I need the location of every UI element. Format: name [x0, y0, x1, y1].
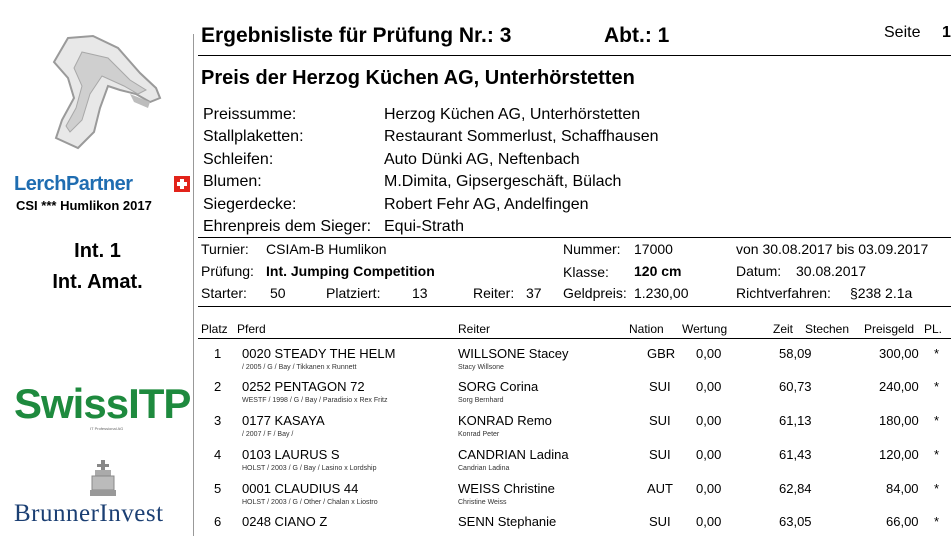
page-number: 1	[942, 24, 951, 41]
nummer-label: Nummer:	[563, 241, 621, 257]
col-stechen: Stechen	[805, 322, 850, 336]
datum-value: 30.08.2017	[796, 263, 867, 279]
starter-value: 50	[270, 285, 286, 301]
cell-pl: *	[934, 413, 940, 428]
sponsor-value: Robert Fehr AG, Andelfingen	[384, 196, 589, 213]
sponsor-value: Herzog Küchen AG, Unterhörstetten	[384, 106, 641, 123]
cell-horse-info: WESTF / 1998 / G / Bay / Paradisio x Rex Fritz	[242, 397, 388, 404]
pruefung-value: Int. Jumping Competition	[266, 263, 435, 279]
richtverfahren-label: Richtverfahren:	[736, 285, 831, 301]
cell-rider: CANDRIAN Ladina	[458, 447, 569, 462]
lerchpartner-logo: LerchPartner	[14, 173, 133, 195]
turnier-label: Turnier:	[201, 241, 249, 257]
cell-pl: *	[934, 447, 940, 462]
sponsor-value: Equi-Strath	[384, 218, 465, 235]
cell-platz: 4	[214, 447, 222, 462]
cell-horse: 0020 STEADY THE HELM	[242, 346, 396, 361]
cell-rider: KONRAD Remo	[458, 413, 552, 428]
cell-preisgeld: 240,00	[879, 379, 919, 394]
richtverfahren-value: §238 2.1a	[850, 285, 913, 301]
cell-nation: SUI	[649, 447, 671, 462]
cell-platz: 3	[214, 413, 222, 428]
cell-horse: 0001 CLAUDIUS 44	[242, 481, 359, 496]
cell-horse-info: / 2005 / G / Bay / Tikkanen x Runnett	[242, 364, 357, 371]
sidebar	[0, 0, 195, 536]
sponsor-label: Siegerdecke:	[203, 196, 297, 213]
sponsor-value: M.Dimita, Gipsergeschäft, Bülach	[384, 173, 622, 190]
seite-label: Seite	[884, 24, 921, 41]
sponsor-label: Preissumme:	[203, 106, 297, 123]
cell-rider: WEISS Christine	[458, 481, 555, 496]
col-preisgeld: Preisgeld	[864, 322, 915, 336]
platziert-label: Platziert:	[326, 285, 381, 301]
cell-preisgeld: 84,00	[886, 481, 919, 496]
event-name: CSI *** Humlikon 2017	[16, 198, 152, 213]
cell-rider: SORG Corina	[458, 379, 539, 394]
cell-preisgeld: 66,00	[886, 514, 919, 529]
meta-rule	[198, 306, 951, 307]
sidebar-divider	[193, 34, 194, 536]
cell-horse: 0103 LAURUS S	[242, 447, 340, 462]
cell-owner: Sorg Bernhard	[458, 397, 504, 404]
datum-label: Datum:	[736, 263, 782, 279]
table-header-rule	[198, 338, 951, 339]
platziert-value: 13	[412, 285, 428, 301]
cell-nation: AUT	[647, 481, 673, 496]
col-reiter: Reiter	[458, 322, 491, 336]
cell-pl: *	[934, 346, 940, 361]
col-pferd: Pferd	[237, 322, 266, 336]
cell-zeit: 62,84	[779, 481, 812, 496]
brunnerinvest-logo: BrunnerInvest	[14, 500, 164, 527]
cell-owner: Candrian Ladina	[458, 465, 510, 472]
cell-zeit: 60,73	[779, 379, 812, 394]
pruefung-label: Prüfung:	[201, 263, 254, 279]
nummer-value: 17000	[634, 241, 673, 257]
col-nation: Nation	[629, 322, 664, 336]
cell-horse-info: HOLST / 2003 / G / Other / Chalan x Liostro	[242, 499, 378, 506]
cell-rider: WILLSONE Stacey	[458, 346, 569, 361]
geldpreis-label: Geldpreis:	[563, 285, 627, 301]
class-line-1: Int. 1	[74, 240, 121, 262]
class-line-2: Int. Amat.	[52, 271, 143, 293]
header-rule	[198, 55, 951, 56]
starter-label: Starter:	[201, 285, 247, 301]
cell-platz: 6	[214, 514, 222, 529]
cell-wertung: 0,00	[696, 346, 722, 361]
cell-wertung: 0,00	[696, 447, 722, 462]
klasse-label: Klasse:	[563, 264, 609, 280]
swiss-cross-icon	[174, 176, 190, 192]
sponsor-label: Blumen:	[203, 173, 262, 190]
sponsor-label: Stallplaketten:	[203, 128, 304, 145]
abt-label: Abt.: 1	[604, 24, 670, 47]
cell-wertung: 0,00	[696, 481, 722, 496]
reiter-label: Reiter:	[473, 285, 515, 301]
cell-nation: SUI	[649, 413, 671, 428]
cell-preisgeld: 300,00	[879, 346, 919, 361]
cell-platz: 1	[214, 346, 222, 361]
col-wertung: Wertung	[682, 322, 728, 336]
sponsor-value: Auto Dünki AG, Neftenbach	[384, 151, 580, 168]
cell-wertung: 0,00	[696, 413, 722, 428]
col-platz: Platz	[201, 322, 228, 336]
cell-nation: SUI	[649, 379, 671, 394]
cell-preisgeld: 120,00	[879, 447, 919, 462]
page-title: Ergebnisliste für Prüfung Nr.: 3	[201, 24, 512, 47]
cell-horse: 0252 PENTAGON 72	[242, 379, 365, 394]
col-zeit: Zeit	[773, 322, 794, 336]
cell-platz: 2	[214, 379, 222, 394]
horse-head-logo-icon	[38, 28, 168, 158]
cell-owner: Stacy Willsone	[458, 364, 504, 371]
sponsor-label: Ehrenpreis dem Sieger:	[203, 218, 372, 235]
cell-pl: *	[934, 379, 940, 394]
prize-title: Preis der Herzog Küchen AG, Unterhörstetten	[201, 67, 635, 89]
swissitp-subtitle: IT Professional AG	[90, 426, 124, 431]
cell-preisgeld: 180,00	[879, 413, 919, 428]
cell-horse-info: / 2007 / F / Bay /	[242, 431, 294, 438]
cell-horse: 0248 CIANO Z	[242, 514, 328, 529]
sponsor-label: Schleifen:	[203, 151, 274, 168]
swissitp-logo: SwissITP	[14, 380, 191, 427]
cell-nation: GBR	[647, 346, 676, 361]
turnier-value: CSIAm-B Humlikon	[266, 241, 387, 257]
sponsor-value: Restaurant Sommerlust, Schaffhausen	[384, 128, 659, 145]
geldpreis-value: 1.230,00	[634, 285, 689, 301]
cell-platz: 5	[214, 481, 222, 496]
cell-owner: Konrad Peter	[458, 431, 500, 438]
cell-zeit: 58,09	[779, 346, 812, 361]
cell-zeit: 61,13	[779, 413, 812, 428]
date-range: von 30.08.2017 bis 03.09.2017	[736, 241, 929, 257]
cell-nation: SUI	[649, 514, 671, 529]
cell-rider: SENN Stephanie	[458, 514, 557, 529]
brunner-fountain-icon	[88, 458, 118, 498]
cell-wertung: 0,00	[696, 514, 722, 529]
cell-pl: *	[934, 514, 940, 529]
cell-horse: 0177 KASAYA	[242, 413, 325, 428]
klasse-value: 120 cm	[634, 263, 682, 279]
reiter-value: 37	[526, 285, 542, 301]
cell-zeit: 61,43	[779, 447, 812, 462]
sponsors-rule	[198, 237, 951, 238]
cell-horse-info: HOLST / 2003 / G / Bay / Lasino x Lordship	[242, 465, 377, 472]
cell-zeit: 63,05	[779, 514, 812, 529]
cell-pl: *	[934, 481, 940, 496]
cell-wertung: 0,00	[696, 379, 722, 394]
cell-owner: Christine Weiss	[458, 499, 507, 506]
col-pl: PL.	[924, 322, 943, 336]
